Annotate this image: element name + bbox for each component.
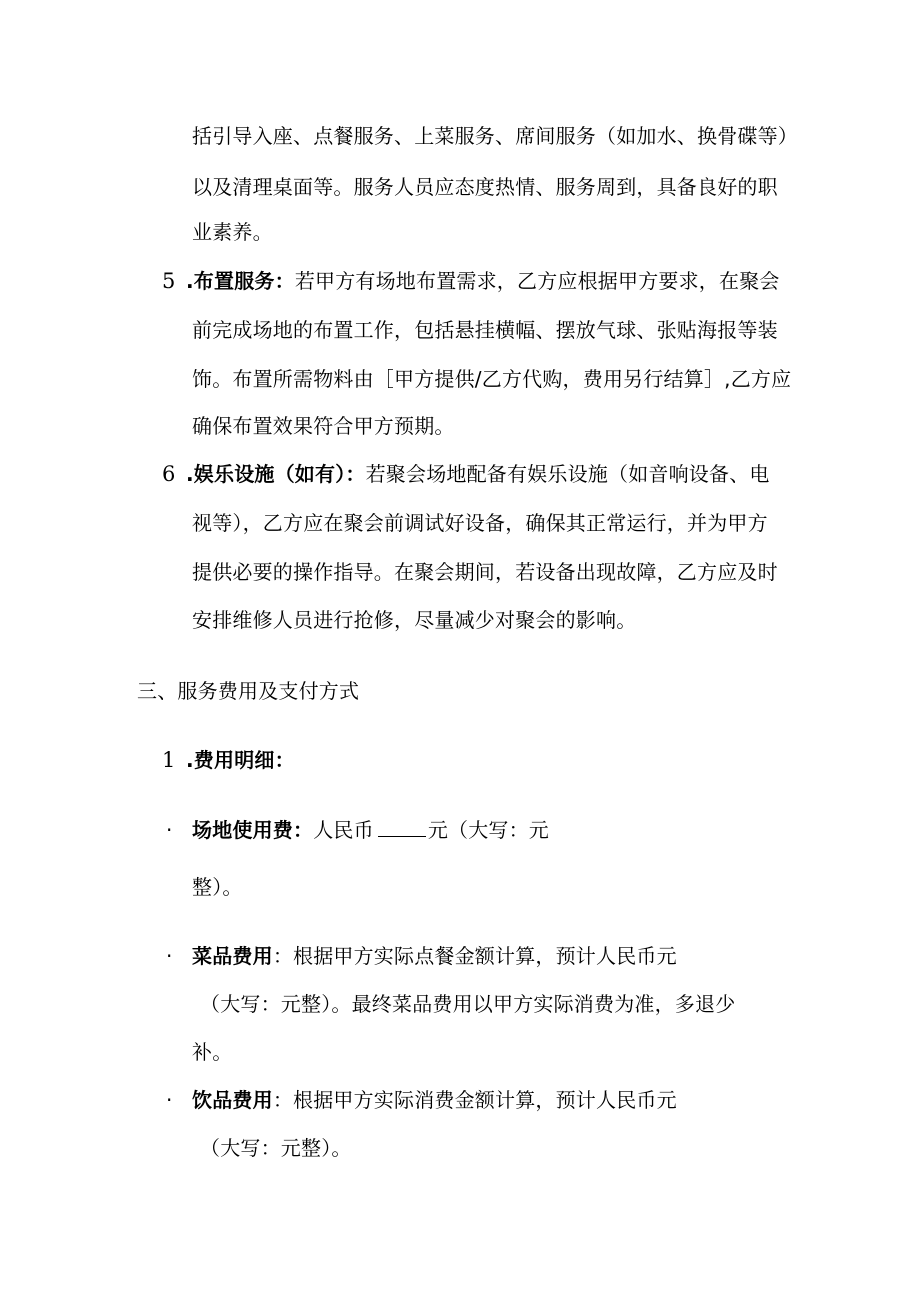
drinks-fee-line-1	[192, 1085, 677, 1115]
bullet-drinks: ·	[166, 1088, 173, 1112]
item5-line-2: 前完成场地的布置工作，包括悬挂横幅、摆放气球、张贴海报等装	[192, 318, 778, 342]
item5-number: 5	[162, 269, 176, 293]
item6-number: 6	[162, 462, 176, 486]
item5-line-4: 确保布置效果符合甲方预期。	[192, 414, 455, 438]
item6-line-1	[186, 459, 770, 489]
venue-fee-blank	[378, 818, 426, 837]
item5-title: .布置服务：	[186, 269, 295, 293]
item6-line-1-text: 若聚会场地配备有娱乐设施（如音响设备、电	[365, 462, 770, 486]
item4-line-3: 业素养。	[192, 220, 273, 244]
item6-line-3: 提供必要的操作指导。在聚会期间，若设备出现故障，乙方应及时	[192, 560, 778, 584]
item5-line-1	[186, 266, 780, 296]
dishes-fee-line-1	[192, 941, 677, 971]
section-3-heading: 三、服务费用及支付方式	[137, 679, 360, 703]
item6-line-2: 视等），乙方应在聚会前调试好设备，确保其正常运行，并为甲方	[192, 511, 768, 535]
item5-line-1-text: 若甲方有场地布置需求，乙方应根据甲方要求，在聚会	[294, 269, 780, 293]
item4-line-2: 以及清理桌面等。服务人员应态度热情、服务周到，具备良好的职	[192, 175, 778, 199]
item5-line-3: 饰。布置所需物料由［甲方提供/乙方代购，费用另行结算］,乙方应	[192, 367, 792, 391]
item6-title: .娱乐设施（如有）：	[186, 462, 366, 486]
item4-line-1: 括引导入座、点餐服务、上菜服务、席间服务（如加水、换骨碟等）	[192, 124, 798, 148]
dishes-fee-line-1-text: ：根据甲方实际点餐金额计算，预计人民币元	[272, 944, 677, 968]
dishes-fee-line-3: 补。	[192, 1040, 233, 1064]
venue-fee-label: 场地使用费：	[192, 818, 314, 842]
venue-fee-suffix: 元（大写：元	[427, 818, 550, 842]
bullet-venue: ·	[166, 818, 173, 842]
fees-number: 1	[162, 748, 176, 772]
dishes-fee-line-2: （大写：元整）。最终菜品费用以甲方实际消费为准，多退少	[200, 992, 736, 1016]
fees-title: .费用明细：	[186, 748, 295, 772]
bullet-dishes: ·	[166, 944, 173, 968]
drinks-fee-line-2: （大写：元整）。	[200, 1136, 352, 1160]
venue-fee-prefix: 人民币	[313, 818, 374, 842]
item6-line-4: 安排维修人员进行抢修，尽量减少对聚会的影响。	[192, 608, 637, 632]
venue-fee-line-1	[192, 815, 549, 845]
drinks-fee-label: 饮品费用	[192, 1088, 273, 1112]
drinks-fee-line-1-text: ：根据甲方实际消费金额计算，预计人民币元	[272, 1088, 677, 1112]
venue-fee-line-2: 整）。	[192, 875, 243, 899]
dishes-fee-label: 菜品费用	[192, 944, 273, 968]
